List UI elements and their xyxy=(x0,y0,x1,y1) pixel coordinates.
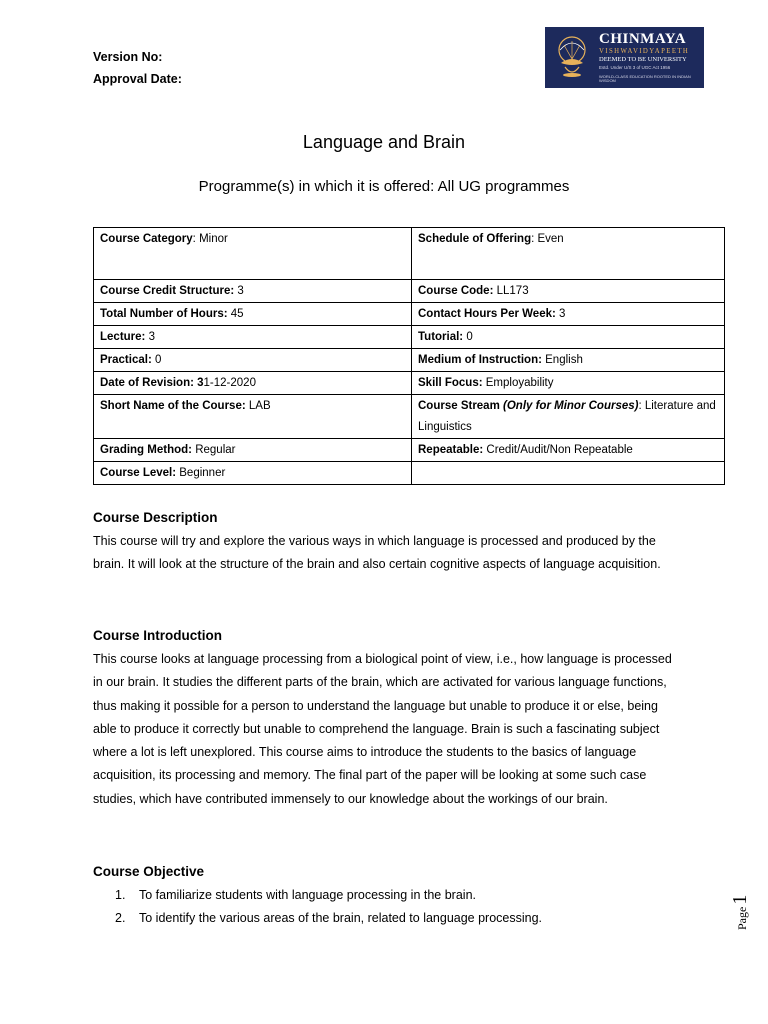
field-value: 45 xyxy=(230,308,244,320)
table-row xyxy=(94,303,725,326)
field-value: English xyxy=(545,354,583,366)
course-introduction-section xyxy=(93,626,675,811)
field-label: Course Credit Structure: xyxy=(100,285,235,297)
table-cell xyxy=(412,349,725,372)
document-subtitle: Programme(s) in which it is offered: All UG programmes xyxy=(198,178,570,195)
field-value: Minor xyxy=(199,233,228,245)
field-label: Date of Revision: 3 xyxy=(100,377,204,389)
table-row xyxy=(94,280,725,303)
item-text: To familiarize students with language processing in the brain. xyxy=(139,888,476,902)
table-cell xyxy=(412,372,725,395)
table-cell xyxy=(94,372,412,395)
field-label: Skill Focus: xyxy=(418,377,483,389)
list-item xyxy=(93,907,673,930)
item-number: 1. xyxy=(115,888,126,902)
table-cell xyxy=(94,439,412,462)
field-value: Employability xyxy=(485,377,554,389)
field-label: Medium of Instruction: xyxy=(418,354,542,366)
field-label: Lecture: xyxy=(100,331,146,343)
page-word: Page xyxy=(735,906,749,930)
university-logo xyxy=(545,27,704,88)
logo-name: CHINMAYA xyxy=(599,30,687,47)
logo-subname: VISHWAVIDYAPEETH xyxy=(599,48,690,56)
table-cell xyxy=(94,395,412,439)
page-number-value: 1 xyxy=(729,894,751,905)
field-separator: : xyxy=(638,400,645,412)
field-value: 1-12-2020 xyxy=(203,377,256,389)
table-cell xyxy=(412,439,725,462)
field-label: Contact Hours Per Week: xyxy=(418,308,556,320)
table-cell xyxy=(412,326,725,349)
field-label: Short Name of the Course: xyxy=(100,400,246,412)
table-row xyxy=(94,228,725,280)
field-value: Literature and Linguistics xyxy=(418,400,716,433)
table-cell xyxy=(94,303,412,326)
table-row xyxy=(94,395,725,439)
course-objective-section xyxy=(93,862,673,930)
table-row xyxy=(94,372,725,395)
section-heading: Course Objective xyxy=(93,864,205,879)
objective-list xyxy=(93,884,673,930)
field-label: Total Number of Hours: xyxy=(100,308,228,320)
course-description-section xyxy=(93,508,673,577)
version-label: Version No: xyxy=(93,50,163,64)
field-label: Course Level: xyxy=(100,467,177,479)
field-value: 3 xyxy=(148,331,155,343)
field-label: Repeatable: xyxy=(418,444,484,456)
list-item xyxy=(93,884,673,907)
table-cell xyxy=(412,395,725,439)
document-meta xyxy=(93,46,182,90)
table-cell xyxy=(412,280,725,303)
page-number xyxy=(706,890,750,930)
section-text: This course will try and explore the various ways in which language is processed and produced by the brain. It will look at the structure of the brain and also certain cognitive aspects of language acquisition. xyxy=(93,534,661,572)
field-value: 0 xyxy=(154,354,162,366)
table-cell xyxy=(94,326,412,349)
section-heading: Course Description xyxy=(93,510,218,525)
field-value: LAB xyxy=(248,400,271,412)
field-value: Beginner xyxy=(179,467,226,479)
logo-deemed: DEEMED TO BE UNIVERSITY xyxy=(599,56,687,64)
field-value: 0 xyxy=(466,331,473,343)
field-label: Tutorial: xyxy=(418,331,464,343)
table-row xyxy=(94,439,725,462)
section-text: This course looks at language processing from a biological point of view, i.e., how language is processed in our brain. It studies the different parts of the brain, which are activated for various language functions, thus making it possible for a person to understand the language but unable to produce it or else, being able to produce it correctly but unable to comprehend the language. Brain is such a fascinating subject where a lot is left unexplored. This course aims to introduce the students to the basics of language acquisition, its processing and memory. The final part of the paper will be looking at some such case studies, which have contributed immensely to our knowledge about the workings of our brain. xyxy=(93,652,672,806)
table-row xyxy=(94,326,725,349)
field-label: Schedule of Offering xyxy=(418,233,532,245)
table-cell xyxy=(94,228,412,280)
table-cell xyxy=(94,280,412,303)
field-value: Credit/Audit/Non Repeatable xyxy=(486,444,633,456)
field-value: LL173 xyxy=(496,285,529,297)
field-label: Course Stream xyxy=(418,400,504,412)
field-label: Practical: xyxy=(100,354,152,366)
logo-tagline-2: WORLD-CLASS EDUCATION ROOTED IN INDIAN WISDOM xyxy=(599,74,691,84)
course-info-table xyxy=(93,227,725,485)
table-cell xyxy=(412,303,725,326)
item-number: 2. xyxy=(115,911,126,925)
table-cell xyxy=(94,349,412,372)
field-separator: : xyxy=(531,233,538,245)
field-label: Course Category xyxy=(100,233,193,245)
field-separator: : xyxy=(192,233,200,245)
item-text: To identify the various areas of the brain, related to language processing. xyxy=(139,911,543,925)
lamp-emblem-icon xyxy=(551,33,593,83)
field-value: 3 xyxy=(237,285,244,297)
field-value: 3 xyxy=(559,308,566,320)
approval-date-label: Approval Date: xyxy=(93,72,182,86)
table-row xyxy=(94,349,725,372)
field-label: Course Code: xyxy=(418,285,494,297)
section-heading: Course Introduction xyxy=(93,628,222,643)
document-title: Language and Brain xyxy=(302,132,466,152)
table-cell xyxy=(412,228,725,280)
logo-tagline: Estd. Under U/S 3 of UGC Act 1956 xyxy=(599,65,671,71)
field-note: (Only for Minor Courses) xyxy=(503,400,639,412)
field-value: Even xyxy=(537,233,564,245)
table-cell xyxy=(412,462,725,485)
field-value: Regular xyxy=(195,444,236,456)
field-label: Grading Method: xyxy=(100,444,192,456)
table-cell xyxy=(94,462,412,485)
table-row xyxy=(94,462,725,485)
